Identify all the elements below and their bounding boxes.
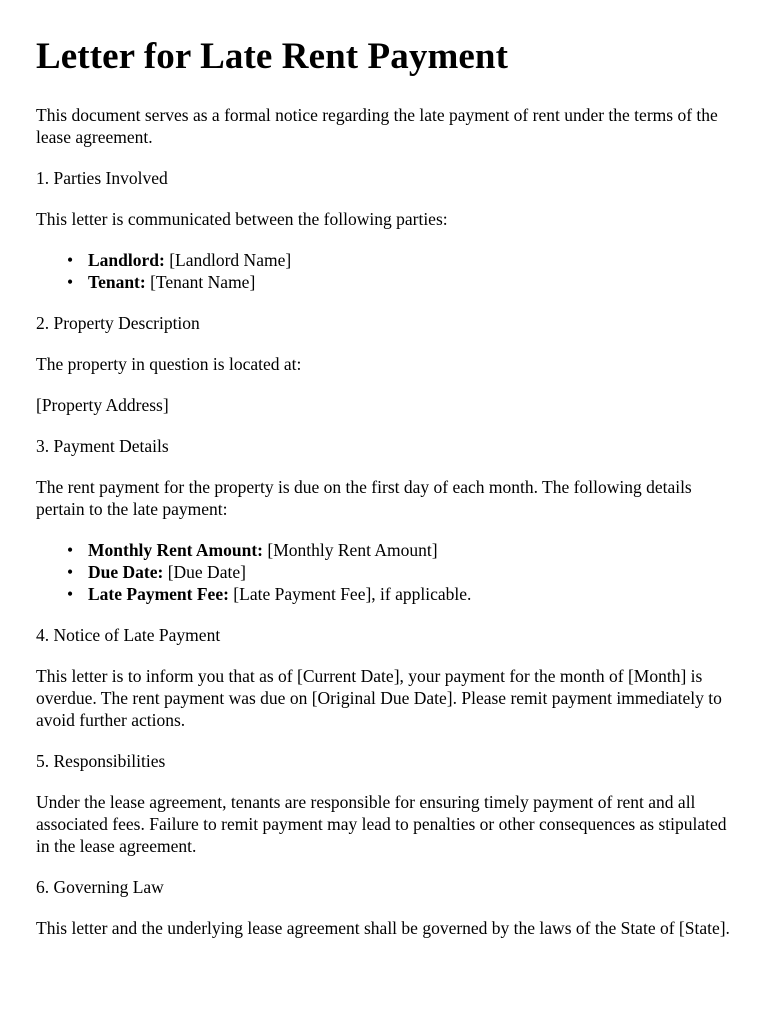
- list-item-label: Due Date:: [88, 562, 164, 582]
- list-item: [67, 539, 734, 561]
- parties-list: [36, 249, 734, 293]
- list-item-value: [Tenant Name]: [145, 272, 256, 292]
- list-item-label: Landlord:: [88, 250, 165, 270]
- bullet-icon: •: [67, 250, 74, 270]
- section-heading-responsibilities: 5. Responsibilities: [36, 751, 166, 771]
- section-heading-payment: 3. Payment Details: [36, 436, 169, 456]
- list-item: [67, 583, 734, 605]
- list-item-value: [Monthly Rent Amount]: [263, 540, 438, 560]
- list-item-value: [Due Date]: [163, 562, 246, 582]
- section-heading-property: 2. Property Description: [36, 313, 200, 333]
- responsibilities-paragraph: Under the lease agreement, tenants are responsible for ensuring timely payment of rent and all associated fees. Failure to remit payment may lead to penalties or other consequences as stipulated in the lease agreement.: [36, 792, 727, 856]
- list-item: [67, 271, 734, 293]
- payment-paragraph: The rent payment for the property is due on the first day of each month. The following details pertain to the late payment:: [36, 477, 692, 519]
- list-item: [67, 249, 734, 271]
- bullet-icon: •: [67, 562, 74, 582]
- section-heading-notice: 4. Notice of Late Payment: [36, 625, 221, 645]
- list-item-label: Late Payment Fee:: [88, 584, 229, 604]
- intro-paragraph: This document serves as a formal notice regarding the late payment of rent under the terms of the lease agreement.: [36, 105, 718, 147]
- list-item: [67, 561, 734, 583]
- parties-paragraph: This letter is communicated between the following parties:: [36, 209, 448, 229]
- bullet-icon: •: [67, 272, 74, 292]
- notice-paragraph: This letter is to inform you that as of [Current Date], your payment for the month of [Month] is overdue. The rent payment was due on [Original Due Date]. Please remit payment immediately to avoid further actions.: [36, 666, 722, 730]
- bullet-icon: •: [67, 540, 74, 560]
- payment-list: [36, 539, 734, 605]
- list-item-value: [Late Payment Fee], if applicable.: [228, 584, 472, 604]
- list-item-label: Monthly Rent Amount:: [88, 540, 264, 560]
- law-paragraph: This letter and the underlying lease agreement shall be governed by the laws of the State of [State].: [36, 918, 730, 938]
- list-item-value: [Landlord Name]: [164, 250, 292, 270]
- property-paragraph: The property in question is located at:: [36, 354, 302, 374]
- section-heading-law: 6. Governing Law: [36, 877, 164, 897]
- property-address: [Property Address]: [36, 395, 169, 415]
- section-heading-parties: 1. Parties Involved: [36, 168, 168, 188]
- list-item-label: Tenant:: [88, 272, 146, 292]
- bullet-icon: •: [67, 584, 74, 604]
- document-title: Letter for Late Rent Payment: [36, 36, 509, 77]
